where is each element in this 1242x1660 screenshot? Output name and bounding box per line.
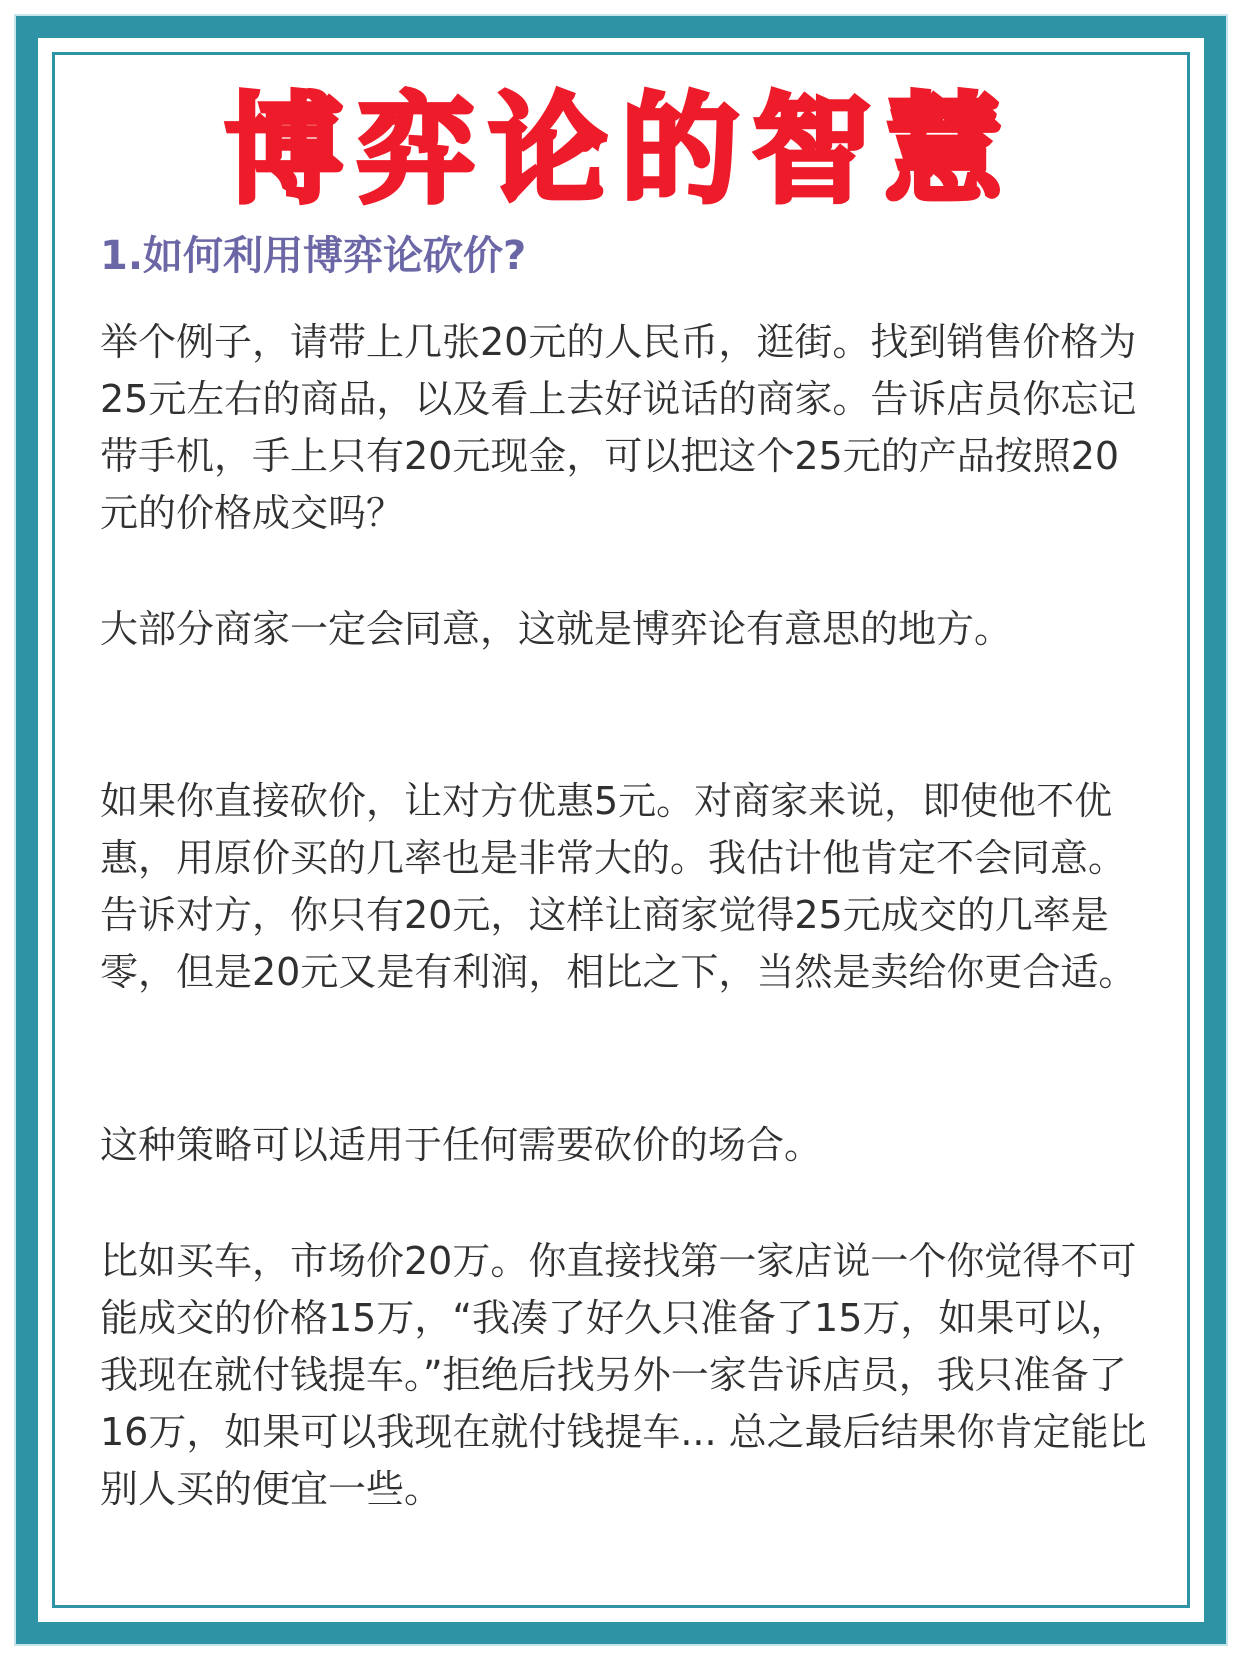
page-title: 博弈论的智慧 [224,81,1017,219]
paragraph-explanation: 如果你直接砍价，让对方优惠5元。对商家来说，即使他不优惠，用原价买的几率也是非常大的。我估计他肯定不会同意。告诉对方，你只有20元，这样让商家觉得25元成交的几率是零，但是20元又是有利润，相比之下，当然是卖给你更合适。 [100,779,1137,994]
paragraph-example: 举个例子，请带上几张20元的人民币，逛街。找到销售价格为25元左右的商品，以及看上去好说话的商家。告诉店员你忘记带手机，手上只有20元现金，可以把这个25元的产品按照20元的价格成交吗？ [100,320,1137,535]
paragraph-merchant-agrees: 大部分商家一定会同意，这就是博弈论有意思的地方。 [100,607,1013,651]
section-heading: 1.如何利用博弈论砍价? [100,233,527,279]
paragraph-car-example: 比如买车，市场价20万。你直接找第一家店说一个你觉得不可能成交的价格15万，“我凑了好久只准备了15万，如果可以，我现在就付钱提车。”拒绝后找另外一家告诉店员，我只准备了16万，如果可以我现在就付钱提车... 总之最后结果你肯定能比别人买的便宜一些。 [100,1239,1147,1511]
paragraph-strategy: 这种策略可以适用于任何需要砍价的场合。 [100,1123,823,1167]
